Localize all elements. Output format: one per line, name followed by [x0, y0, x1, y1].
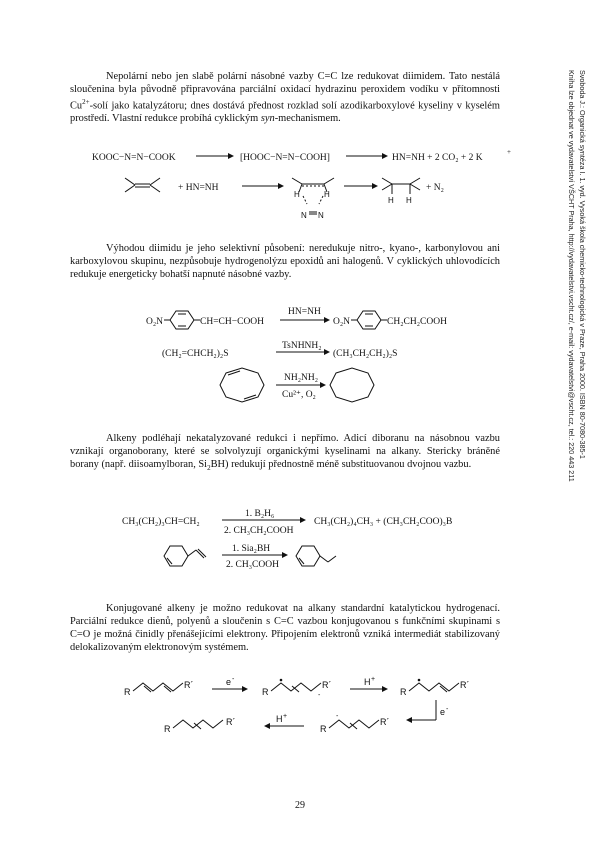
tetrasubstituted-alkene	[125, 178, 160, 192]
syn-product-alkane	[382, 178, 420, 194]
svg-text:-: -	[446, 706, 449, 713]
svg-text:R´: R´	[460, 680, 470, 690]
svg-text:+: +	[371, 676, 376, 683]
svg-text:R´: R´	[226, 717, 236, 727]
diene	[133, 683, 183, 692]
svg-text:R: R	[320, 724, 327, 734]
benzene-ring	[170, 311, 194, 329]
order-info-line: Kniha lze objednat ve vydavatelství VŠCHT Praha, http://vydavatelstvi.vscht.cz/, e-mail: vydavatelstvi@vscht.cz, tel.: 220 443 211	[567, 70, 576, 482]
svg-text:H: H	[388, 196, 394, 205]
svg-text:HN=NH: HN=NH	[288, 307, 321, 317]
paragraph-selectivity: Výhodou diimidu je jeho selektivní působení: neredukuje nitro-, kyano-, karbonylovou ani karboxylovou skupinu, nezpůsobuje hydrogenolýzu epoxidů ani halogenů. V cyklických uhlovodících redukuje energeticky bohatší napnuté násobné vazby.	[70, 243, 500, 280]
radical-anion	[271, 683, 321, 692]
svg-text:O₂N: O₂N	[146, 317, 164, 327]
svg-text:-: -	[336, 713, 339, 720]
scheme-hydroboration	[0, 500, 600, 580]
svg-text:+: +	[283, 713, 288, 720]
svg-text:TsNHNH₂: TsNHNH₂	[282, 341, 322, 351]
svg-text:+ HN=NH: + HN=NH	[178, 183, 219, 193]
svg-text:e: e	[226, 677, 232, 687]
sidebar-citation	[558, 70, 588, 530]
svg-text:-: -	[318, 692, 321, 699]
scheme-diimide	[0, 140, 600, 240]
svg-text:e: e	[440, 707, 446, 717]
paragraph-diimide-intro: Nepolární nebo jen slabě polární násobné vazby C=C lze redukovat diimidem. Tato nestálá sloučenina byla původně připravována parciální oxidací hydrazinu peroxidem vodíku v přítomnosti $Cu^{2+}$-solí jako katalyzátoru; dnes dostává přednost rozklad solí azodikarboxylové kyseliny v kyselém prostředí. Vlastní redukce probíhá cyklickým syn-mechanismem.	[70, 71, 500, 125]
svg-text:CH₃(CH₂)₃CH=CH₂: CH₃(CH₂)₃CH=CH₂	[122, 517, 200, 527]
scheme-electron-transfer	[0, 670, 600, 750]
svg-text:H: H	[294, 190, 300, 199]
svg-text:R: R	[262, 687, 269, 697]
svg-text:R: R	[124, 687, 131, 697]
svg-text:H: H	[406, 196, 412, 205]
svg-text:(CH₃CH₂CH₂)₂S: (CH₃CH₂CH₂)₂S	[333, 349, 398, 359]
svg-text:R´: R´	[322, 680, 332, 690]
svg-text:2. CH₃COOH: 2. CH₃COOH	[226, 560, 279, 570]
ethylcyclohexene	[296, 546, 336, 566]
svg-text:NH₂NH₂: NH₂NH₂	[284, 373, 319, 383]
svg-text:CH₃(CH₂)₄CH₃ + (CH₃CH₂COO)₃B: CH₃(CH₂)₄CH₃ + (CH₃CH₂COO)₃B	[314, 517, 453, 527]
svg-text:CH=CH−COOH: CH=CH−COOH	[200, 317, 265, 327]
arrow	[382, 153, 388, 159]
mono-ene-product	[173, 720, 223, 729]
scheme-selective-reductions	[0, 300, 600, 410]
svg-text:R: R	[400, 687, 407, 697]
svg-text:+: +	[507, 148, 511, 156]
page-number: 29	[295, 800, 305, 811]
svg-text:-: -	[232, 676, 235, 683]
radical	[409, 683, 459, 692]
svg-text:R´: R´	[184, 680, 194, 690]
decomposition-products: HN=NH + 2 CO₂ + 2 K	[392, 153, 483, 163]
svg-text:N: N	[301, 211, 307, 220]
svg-text:CH₂CH₂COOH: CH₂CH₂COOH	[387, 317, 447, 327]
azodicarboxylic-acid: [HOOC−N=N−COOH]	[240, 153, 330, 163]
svg-text:2. CH₃CH₂COOH: 2. CH₃CH₂COOH	[224, 526, 294, 536]
benzene-ring	[357, 311, 381, 329]
svg-text:Cu²⁺, O₂: Cu²⁺, O₂	[282, 390, 316, 400]
svg-text:1. B₂H₆: 1. B₂H₆	[245, 509, 275, 519]
cyclodecadiene	[220, 368, 264, 402]
cyclodecane	[330, 368, 374, 402]
anion	[329, 720, 379, 729]
svg-text:R: R	[164, 724, 171, 734]
azodicarboxylate: KOOC−N=N−COOK	[92, 153, 176, 163]
arrow	[228, 153, 234, 159]
paragraph-hydroboration: Alkeny podléhají nekatalyzované redukci i nepřímo. Adicí diboranu na násobnou vazbu vznikají organoborany, které se solvolyzují organickými kyselinami na alkany. Stericky bráněné borany (např. diisoamylboran, $Si_2BH$) redukují přednostně méně substituovanou dvojnou vazbu.	[70, 433, 500, 473]
svg-text:R´: R´	[380, 717, 390, 727]
paragraph-conjugated-alkenes: Konjugované alkeny je možno redukovat na alkany standardní katalytickou hydrogenací. Parciální redukce dienů, polyenů a sloučenin s C=C vazbou konjugovanou s funkčními skupinami s C=O je možná činidly přenášejícími elektrony. Připojením elektronů vzniká intermediát stabilizovaný delokalizovaným elektronovým systémem.	[70, 603, 500, 653]
svg-text:H: H	[364, 677, 371, 687]
svg-text:O₂N: O₂N	[333, 317, 351, 327]
vinylcyclohexene	[164, 546, 206, 566]
svg-text:H: H	[324, 190, 330, 199]
svg-text:H: H	[276, 714, 283, 724]
svg-text:(CH₂=CHCH₂)₂S: (CH₂=CHCH₂)₂S	[162, 349, 229, 359]
citation-line: Svoboda J.: Organická syntéza I. 1. vyd. Vysoká škola chemicko-technologická v Praze, Praha 2000. ISBN 80-7080-385-1	[578, 70, 587, 459]
svg-text:+ N₂: + N₂	[426, 183, 444, 193]
svg-text:1. Sia₂BH: 1. Sia₂BH	[232, 544, 271, 554]
svg-text:N: N	[318, 211, 324, 220]
